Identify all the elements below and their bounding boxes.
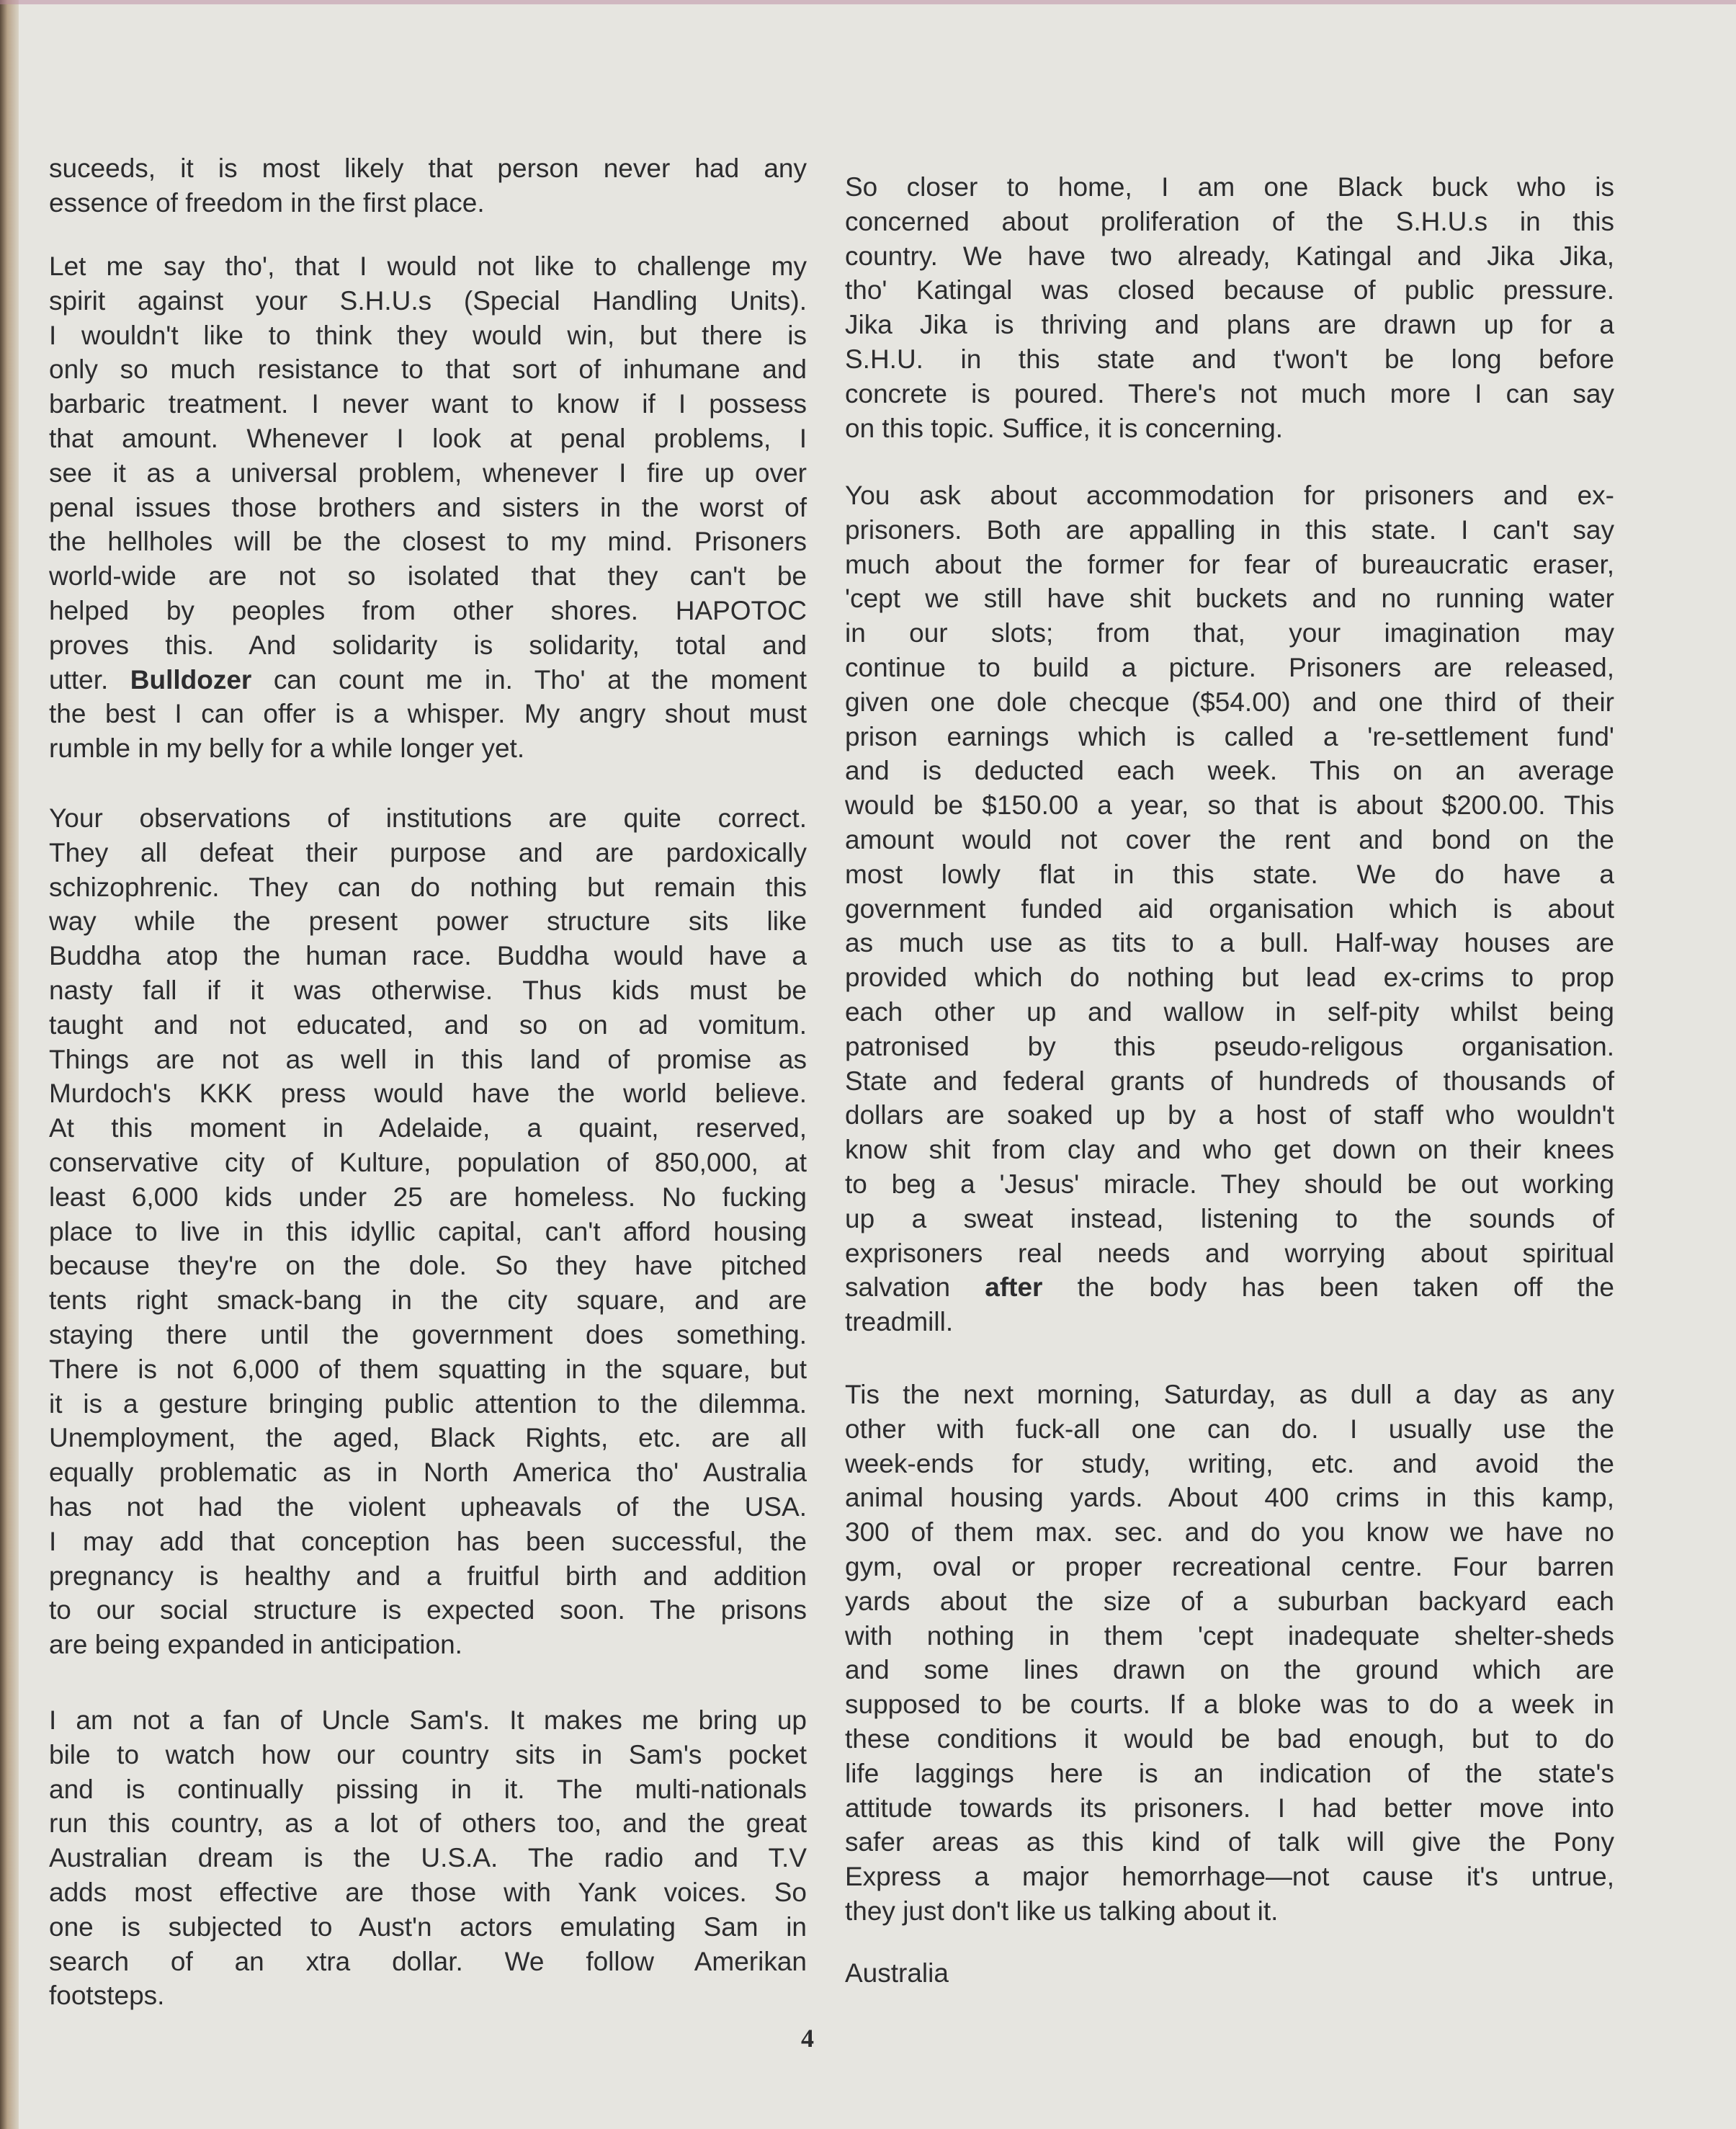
- text-line: to beg a 'Jesus' miracle. They should be out working: [845, 1169, 1614, 1199]
- text-line: They all defeat their purpose and are pardoxically: [49, 837, 807, 867]
- text-line: [845, 1270, 1614, 1305]
- text-segment: the body has been taken off the: [1042, 1272, 1614, 1303]
- text-line: bile to watch how our country sits in Sam's pocket: [49, 1739, 807, 1769]
- text-line: patronised by this pseudo-religous organisation.: [845, 1031, 1614, 1061]
- text-line: world-wide are not so isolated that they can't be: [49, 561, 807, 592]
- text-line: There is not 6,000 of them squatting in the square, but: [49, 1354, 807, 1384]
- text-line: and some lines drawn on the ground which are: [845, 1655, 1614, 1685]
- text-line: Express a major hemorrhage—not cause it's untrue,: [845, 1862, 1614, 1892]
- text-line: prison earnings which is called a 're-settlement fund': [845, 721, 1614, 751]
- text-line: You ask about accommodation for prisoners and ex-: [845, 481, 1614, 510]
- text-line: way while the present power structure sits like: [49, 906, 807, 937]
- text-line: other with fuck-all one can do. I usually use the: [845, 1414, 1614, 1444]
- text-segment: utter.: [49, 664, 130, 695]
- text-line: on this topic. Suffice, it is concerning.: [845, 413, 1284, 443]
- text-line: conservative city of Kulture, population of 850,000, at: [49, 1147, 807, 1177]
- text-line: life laggings here is an indication of the state's: [845, 1758, 1614, 1788]
- text-line: spirit against your S.H.U.s (Special Handling Units).: [49, 285, 807, 316]
- text-line: given one dole checque ($54.00) and one third of their: [845, 687, 1614, 717]
- text-line: concrete is poured. There's not much more I can say: [845, 378, 1614, 409]
- text-line: Things are not as well in this land of promise as: [49, 1044, 807, 1074]
- left-paragraph-1: [49, 151, 807, 220]
- text-line: the best I can offer is a whisper. My angry shout must: [49, 699, 807, 729]
- text-segment: salvation: [845, 1272, 985, 1303]
- text-line: 'cept we still have shit buckets and no running water: [845, 584, 1614, 614]
- text-line: nasty fall if it was otherwise. Thus kids must be: [49, 975, 807, 1005]
- text-line: [49, 663, 807, 697]
- text-line: Buddha atop the human race. Buddha would have a: [49, 941, 807, 971]
- text-line: and is deducted each week. This on an average: [845, 756, 1614, 786]
- text-line: up a sweat instead, listening to the sounds of: [845, 1203, 1614, 1233]
- text-line: footsteps.: [49, 1981, 165, 2011]
- right-paragraph-3: [845, 1378, 1614, 1929]
- text-line: equally problematic as in North America tho' Australia: [49, 1458, 807, 1488]
- text-line: pregnancy is healthy and a fruitful birth and addition: [49, 1561, 807, 1591]
- page-top-edge: [0, 0, 1736, 4]
- text-line: prisoners. Both are appalling in this state. I can't say: [845, 514, 1614, 545]
- text-line: most lowly flat in this state. We do have a: [845, 859, 1614, 889]
- text-line: the hellholes will be the closest to my mind. Prisoners: [49, 527, 807, 557]
- text-line: government funded aid organisation which is about: [845, 893, 1614, 924]
- text-line: only so much resistance to that sort of inhumane and: [49, 354, 807, 385]
- text-line: it is a gesture bringing public attention to the dilemma.: [49, 1388, 807, 1419]
- text-line: one is subjected to Aust'n actors emulating Sam in: [49, 1911, 807, 1942]
- text-line: Murdoch's KKK press would have the world believe.: [49, 1079, 807, 1109]
- right-paragraph-2: [845, 478, 1614, 1339]
- text-line: continue to build a picture. Prisoners are released,: [845, 652, 1614, 682]
- text-line: adds most effective are those with Yank voices. So: [49, 1877, 807, 1907]
- text-line: dollars are soaked up by a host of staff who wouldn't: [845, 1100, 1614, 1130]
- text-line: 300 of them max. sec. and do you know we have no: [845, 1517, 1614, 1548]
- text-line: attitude towards its prisoners. I had better move into: [845, 1793, 1614, 1823]
- text-line: gym, oval or proper recreational centre. Four barren: [845, 1551, 1614, 1581]
- book-binding-edge: [0, 0, 19, 2129]
- text-line: because they're on the dole. So they have pitched: [49, 1251, 807, 1281]
- text-line: has not had the violent upheavals of the USA.: [49, 1491, 807, 1522]
- text-line: proves this. And solidarity is solidarity, total and: [49, 630, 807, 660]
- text-line: suceeds, it is most likely that person never had any: [49, 153, 807, 183]
- text-line: run this country, as a lot of others too, and the great: [49, 1808, 807, 1839]
- text-line: schizophrenic. They can do nothing but remain this: [49, 872, 807, 902]
- text-line: Let me say tho', that I would not like to challenge my: [49, 251, 807, 281]
- bold-emphasis: after: [985, 1272, 1043, 1303]
- bold-emphasis: Bulldozer: [130, 664, 252, 695]
- text-line: each other up and wallow in self-pity whilst being: [845, 996, 1614, 1027]
- text-line: tents right smack-bang in the city square, and are: [49, 1285, 807, 1316]
- text-line: to our social structure is expected soon. The prisons: [49, 1595, 807, 1625]
- text-line: I am not a fan of Uncle Sam's. It makes me bring up: [49, 1705, 807, 1735]
- text-line: barbaric treatment. I never want to know if I possess: [49, 389, 807, 419]
- left-paragraph-2: [49, 249, 807, 766]
- text-line: safer areas as this kind of talk will give the Pony: [845, 1827, 1614, 1857]
- text-line: provided which do nothing but lead ex-crims to prop: [845, 963, 1614, 993]
- text-line: see it as a universal problem, whenever I fire up over: [49, 458, 807, 488]
- text-line: helped by peoples from other shores. HAPOTOC: [49, 595, 807, 625]
- text-line: penal issues those brothers and sisters in the worst of: [49, 492, 807, 522]
- text-line: these conditions it would be bad enough, but to do: [845, 1723, 1614, 1754]
- text-line: animal housing yards. About 400 crims in this kamp,: [845, 1483, 1614, 1513]
- text-line: with nothing in them 'cept inadequate shelter-sheds: [845, 1620, 1614, 1651]
- text-line: rumble in my belly for a while longer yet.: [49, 733, 525, 764]
- text-line: know shit from clay and who get down on their knees: [845, 1135, 1614, 1165]
- text-line: tho' Katingal was closed because of public pressure.: [845, 275, 1614, 305]
- text-line: they just don't like us talking about it.: [845, 1896, 1279, 1926]
- left-paragraph-3: [49, 801, 807, 1662]
- text-line: place to live in this idyllic capital, can't afford housing: [49, 1216, 807, 1246]
- text-line: exprisoners real needs and worrying about spiritual: [845, 1238, 1614, 1268]
- text-line: as much use as tits to a bull. Half-way houses are: [845, 928, 1614, 958]
- text-line: that amount. Whenever I look at penal problems, I: [49, 423, 807, 453]
- text-line: supposed to be courts. If a bloke was to do a week in: [845, 1690, 1614, 1720]
- text-line: essence of freedom in the first place.: [49, 187, 485, 218]
- text-line: Unemployment, the aged, Black Rights, etc. are all: [49, 1423, 807, 1453]
- text-line: in our slots; from that, your imagination may: [845, 618, 1614, 648]
- text-line: search of an xtra dollar. We follow Amerikan: [49, 1946, 807, 1976]
- text-line: S.H.U. in this state and t'won't be long before: [845, 344, 1614, 374]
- text-line: At this moment in Adelaide, a quaint, reserved,: [49, 1113, 807, 1143]
- text-line: are being expanded in anticipation.: [49, 1630, 462, 1660]
- text-line: yards about the size of a suburban backyard each: [845, 1586, 1614, 1616]
- text-line: amount would not cover the rent and bond on the: [845, 824, 1614, 854]
- text-line: I may add that conception has been successful, the: [49, 1526, 807, 1556]
- page-number: 4: [801, 2024, 814, 2053]
- text-line: week-ends for study, writing, etc. and avoid the: [845, 1448, 1614, 1478]
- text-line: So closer to home, I am one Black buck who is: [845, 172, 1614, 202]
- right-paragraph-1: [845, 170, 1614, 445]
- text-line: much about the former for fear of bureaucratic eraser,: [845, 549, 1614, 579]
- left-paragraph-4: [49, 1703, 807, 2013]
- text-line: least 6,000 kids under 25 are homeless. No fucking: [49, 1182, 807, 1212]
- text-line: State and federal grants of hundreds of thousands of: [845, 1066, 1614, 1096]
- text-segment: can count me in. Tho' at the moment: [251, 664, 807, 695]
- text-line: Australian dream is the U.S.A. The radio and T.V: [49, 1843, 807, 1873]
- text-line: Jika Jika is thriving and plans are drawn up for a: [845, 310, 1614, 340]
- text-line: country. We have two already, Katingal and Jika Jika,: [845, 241, 1614, 271]
- text-line: I wouldn't like to think they would win, but there is: [49, 320, 807, 350]
- signature-location: Australia: [845, 1958, 949, 1988]
- text-line: concerned about proliferation of the S.H.U.s in this: [845, 206, 1614, 236]
- text-line: would be $150.00 a year, so that is about $200.00. This: [845, 790, 1614, 821]
- text-line: staying there until the government does something.: [49, 1319, 807, 1349]
- text-line: taught and not educated, and so on ad vomitum.: [49, 1009, 807, 1040]
- text-line: Your observations of institutions are quite correct.: [49, 803, 807, 833]
- text-line: treadmill.: [845, 1307, 954, 1337]
- text-line: and is continually pissing in it. The multi-nationals: [49, 1774, 807, 1804]
- text-line: Tis the next morning, Saturday, as dull a day as any: [845, 1380, 1614, 1409]
